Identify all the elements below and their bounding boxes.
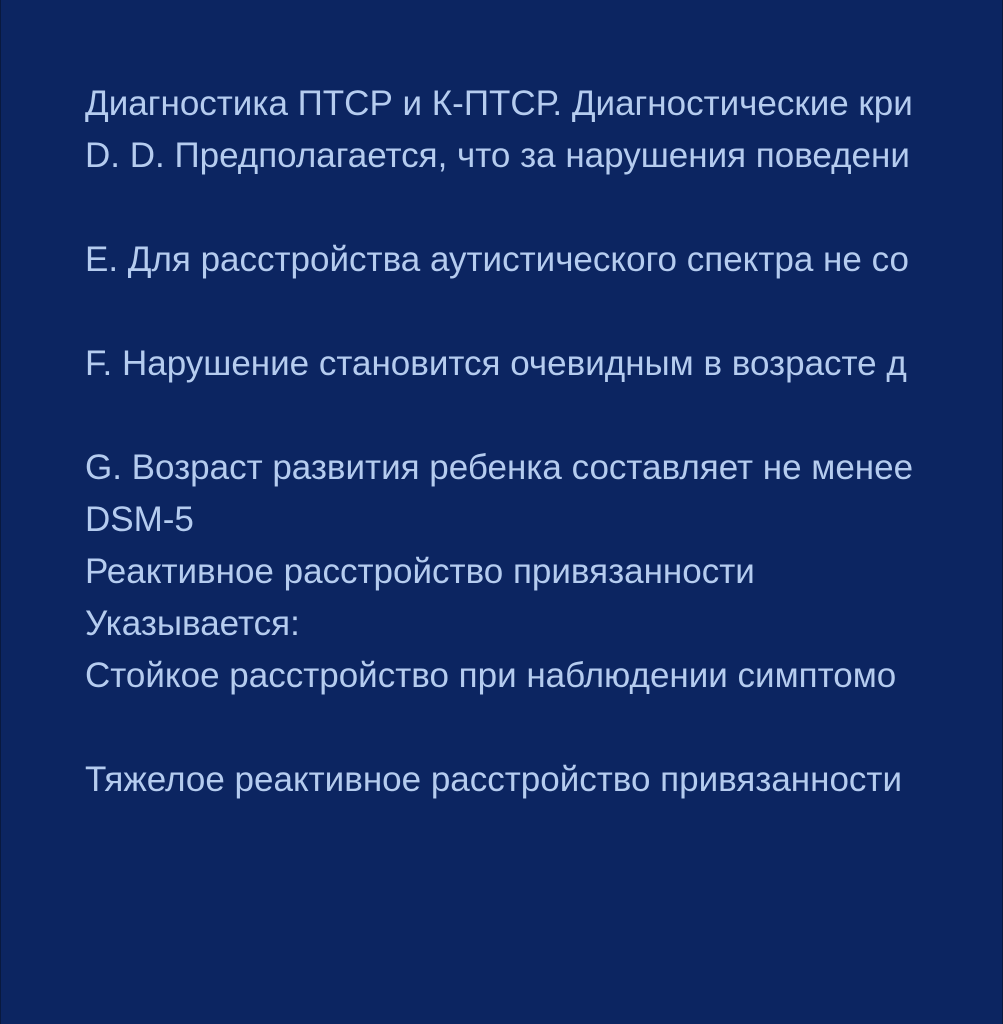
text-line-severe: Тяжелое реактивное расстройство привязанности: [85, 760, 903, 799]
slide-text-block: [85, 78, 1003, 806]
text-line-criterion-d: D. D. Предполагается, что за нарушения поведени: [85, 136, 910, 175]
text-line-criterion-g: G. Возраст развития ребенка составляет не менее: [85, 448, 914, 487]
blank-line: [85, 182, 1003, 234]
blank-line: [85, 390, 1003, 442]
blank-line: [85, 286, 1003, 338]
text-line-specify: Указывается:: [85, 604, 300, 643]
text-line-criterion-f: F. Нарушение становится очевидным в возрасте д: [85, 344, 907, 383]
text-line-criterion-e: E. Для расстройства аутистического спектра не со: [85, 240, 909, 279]
text-line-persistent: Стойкое расстройство при наблюдении симптомо: [85, 656, 897, 695]
text-line-rad: Реактивное расстройство привязанности: [85, 552, 755, 591]
blank-line: [85, 702, 1003, 754]
text-line-title: Диагностика ПТСР и К-ПТСР. Диагностические кри: [85, 84, 913, 123]
text-line-dsm5: DSM-5: [85, 500, 194, 539]
